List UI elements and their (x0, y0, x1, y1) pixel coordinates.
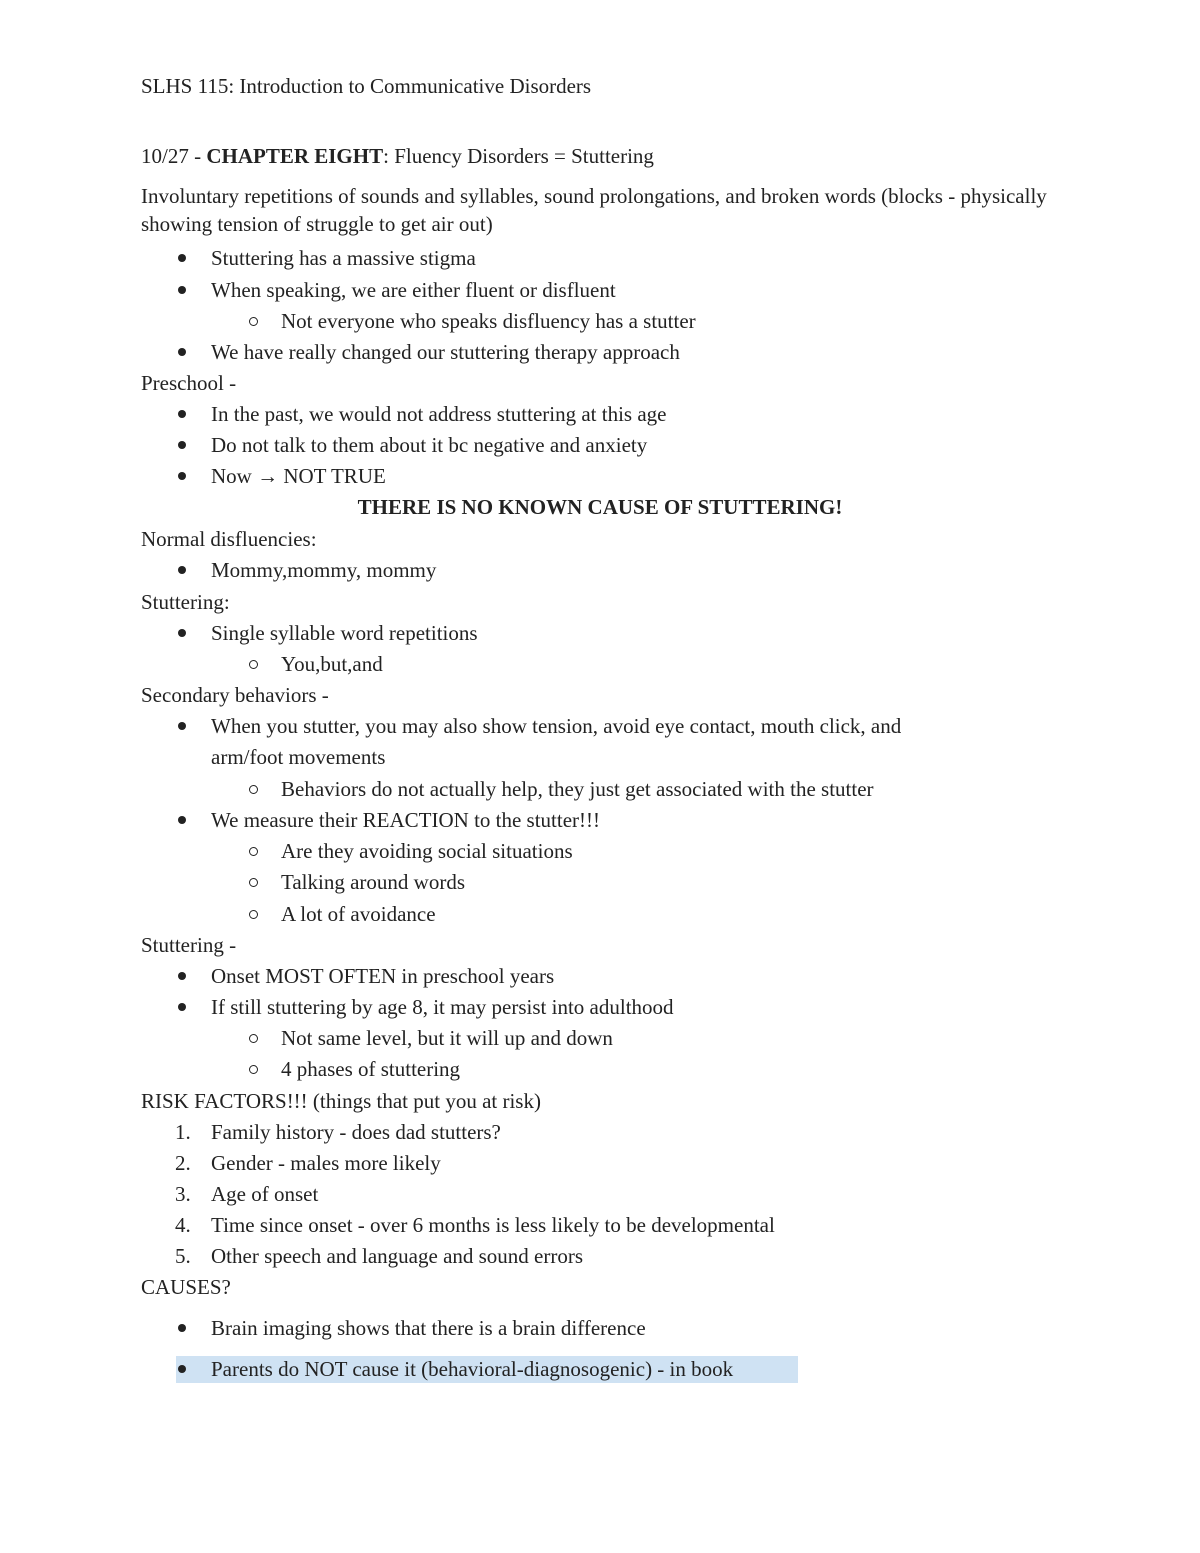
bullet-dot-icon (178, 972, 186, 980)
bullet-circle-icon (249, 1034, 258, 1043)
bullet-circle-icon (249, 785, 258, 794)
list-subitem: Not everyone who speaks disfluency has a stutter (281, 309, 696, 333)
chapter-topic: : Fluency Disorders = Stuttering (383, 144, 654, 168)
chapter-heading (141, 142, 654, 170)
bullet-circle-icon (249, 1065, 258, 1074)
list-item-highlighted: Parents do NOT cause it (behavioral-diagnosogenic) - in book (211, 1357, 734, 1381)
bullet-dot-icon (178, 816, 186, 824)
course-title: SLHS 115: Introduction to Communicative Disorders (141, 74, 592, 98)
list-number: 4. (175, 1213, 191, 1237)
bullet-dot-icon (178, 1324, 186, 1332)
bullet-circle-icon (249, 847, 258, 856)
bullet-circle-icon (249, 660, 258, 669)
numbered-item: Gender - males more likely (211, 1151, 441, 1175)
section-label-stuttering: Stuttering: (141, 590, 230, 614)
list-item-continuation: arm/foot movements (211, 745, 386, 769)
chapter-name: CHAPTER EIGHT (206, 144, 384, 168)
list-item: Brain imaging shows that there is a brain difference (211, 1316, 646, 1340)
list-item: Mommy,mommy, mommy (211, 558, 437, 582)
list-item: If still stuttering by age 8, it may persist into adulthood (211, 995, 674, 1019)
chapter-date: 10/27 - (141, 144, 207, 168)
list-number: 5. (175, 1244, 191, 1268)
numbered-item: Time since onset - over 6 months is less likely to be developmental (211, 1213, 775, 1237)
list-number: 2. (175, 1151, 191, 1175)
list-subitem: A lot of avoidance (281, 902, 436, 926)
section-label-secondary-behaviors: Secondary behaviors - (141, 683, 329, 707)
list-item: Onset MOST OFTEN in preschool years (211, 964, 555, 988)
list-subitem: 4 phases of stuttering (281, 1057, 461, 1081)
bullet-dot-icon (178, 254, 186, 262)
list-subitem: Behaviors do not actually help, they just get associated with the stutter (281, 777, 874, 801)
intro-paragraph: Involuntary repetitions of sounds and syllables, sound prolongations, and broken words (blocks - physically showing tension of struggle to get air out) (141, 184, 1047, 236)
list-item: Stuttering has a massive stigma (211, 246, 476, 270)
list-item: In the past, we would not address stuttering at this age (211, 402, 667, 426)
section-label-normal-disfluencies: Normal disfluencies: (141, 527, 317, 551)
bullet-dot-icon (178, 1365, 186, 1373)
list-item: Single syllable word repetitions (211, 621, 478, 645)
bullet-dot-icon (178, 1003, 186, 1011)
list-subitem: Are they avoiding social situations (281, 839, 573, 863)
section-label-risk-factors: RISK FACTORS!!! (things that put you at risk) (141, 1089, 541, 1113)
bullet-circle-icon (249, 878, 258, 887)
bullet-dot-icon (178, 286, 186, 294)
list-subitem: Not same level, but it will up and down (281, 1026, 613, 1050)
bullet-dot-icon (178, 410, 186, 418)
list-number: 3. (175, 1182, 191, 1206)
section-label-preschool: Preschool - (141, 371, 237, 395)
bullet-dot-icon (178, 472, 186, 480)
bullet-circle-icon (249, 910, 258, 919)
bullet-dot-icon (178, 629, 186, 637)
list-item: Do not talk to them about it bc negative and anxiety (211, 433, 648, 457)
bullet-circle-icon (249, 317, 258, 326)
list-subitem: Talking around words (281, 870, 465, 894)
bullet-dot-icon (178, 348, 186, 356)
list-item: When you stutter, you may also show tension, avoid eye contact, mouth click, and (211, 714, 902, 738)
numbered-item: Age of onset (211, 1182, 319, 1206)
numbered-item: Family history - does dad stutters? (211, 1120, 501, 1144)
list-item: Now → NOT TRUE (211, 464, 386, 488)
list-number: 1. (175, 1120, 191, 1144)
list-subitem: You,but,and (281, 652, 383, 676)
section-label-stuttering-onset: Stuttering - (141, 933, 237, 957)
bullet-dot-icon (178, 722, 186, 730)
bullet-dot-icon (178, 441, 186, 449)
no-known-cause-heading: THERE IS NO KNOWN CAUSE OF STUTTERING! (357, 495, 843, 519)
numbered-item: Other speech and language and sound errors (211, 1244, 584, 1268)
section-label-causes: CAUSES? (141, 1275, 231, 1299)
bullet-dot-icon (178, 566, 186, 574)
list-item: When speaking, we are either fluent or disfluent (211, 278, 616, 302)
list-item: We measure their REACTION to the stutter!!! (211, 808, 601, 832)
list-item: We have really changed our stuttering therapy approach (211, 340, 680, 364)
